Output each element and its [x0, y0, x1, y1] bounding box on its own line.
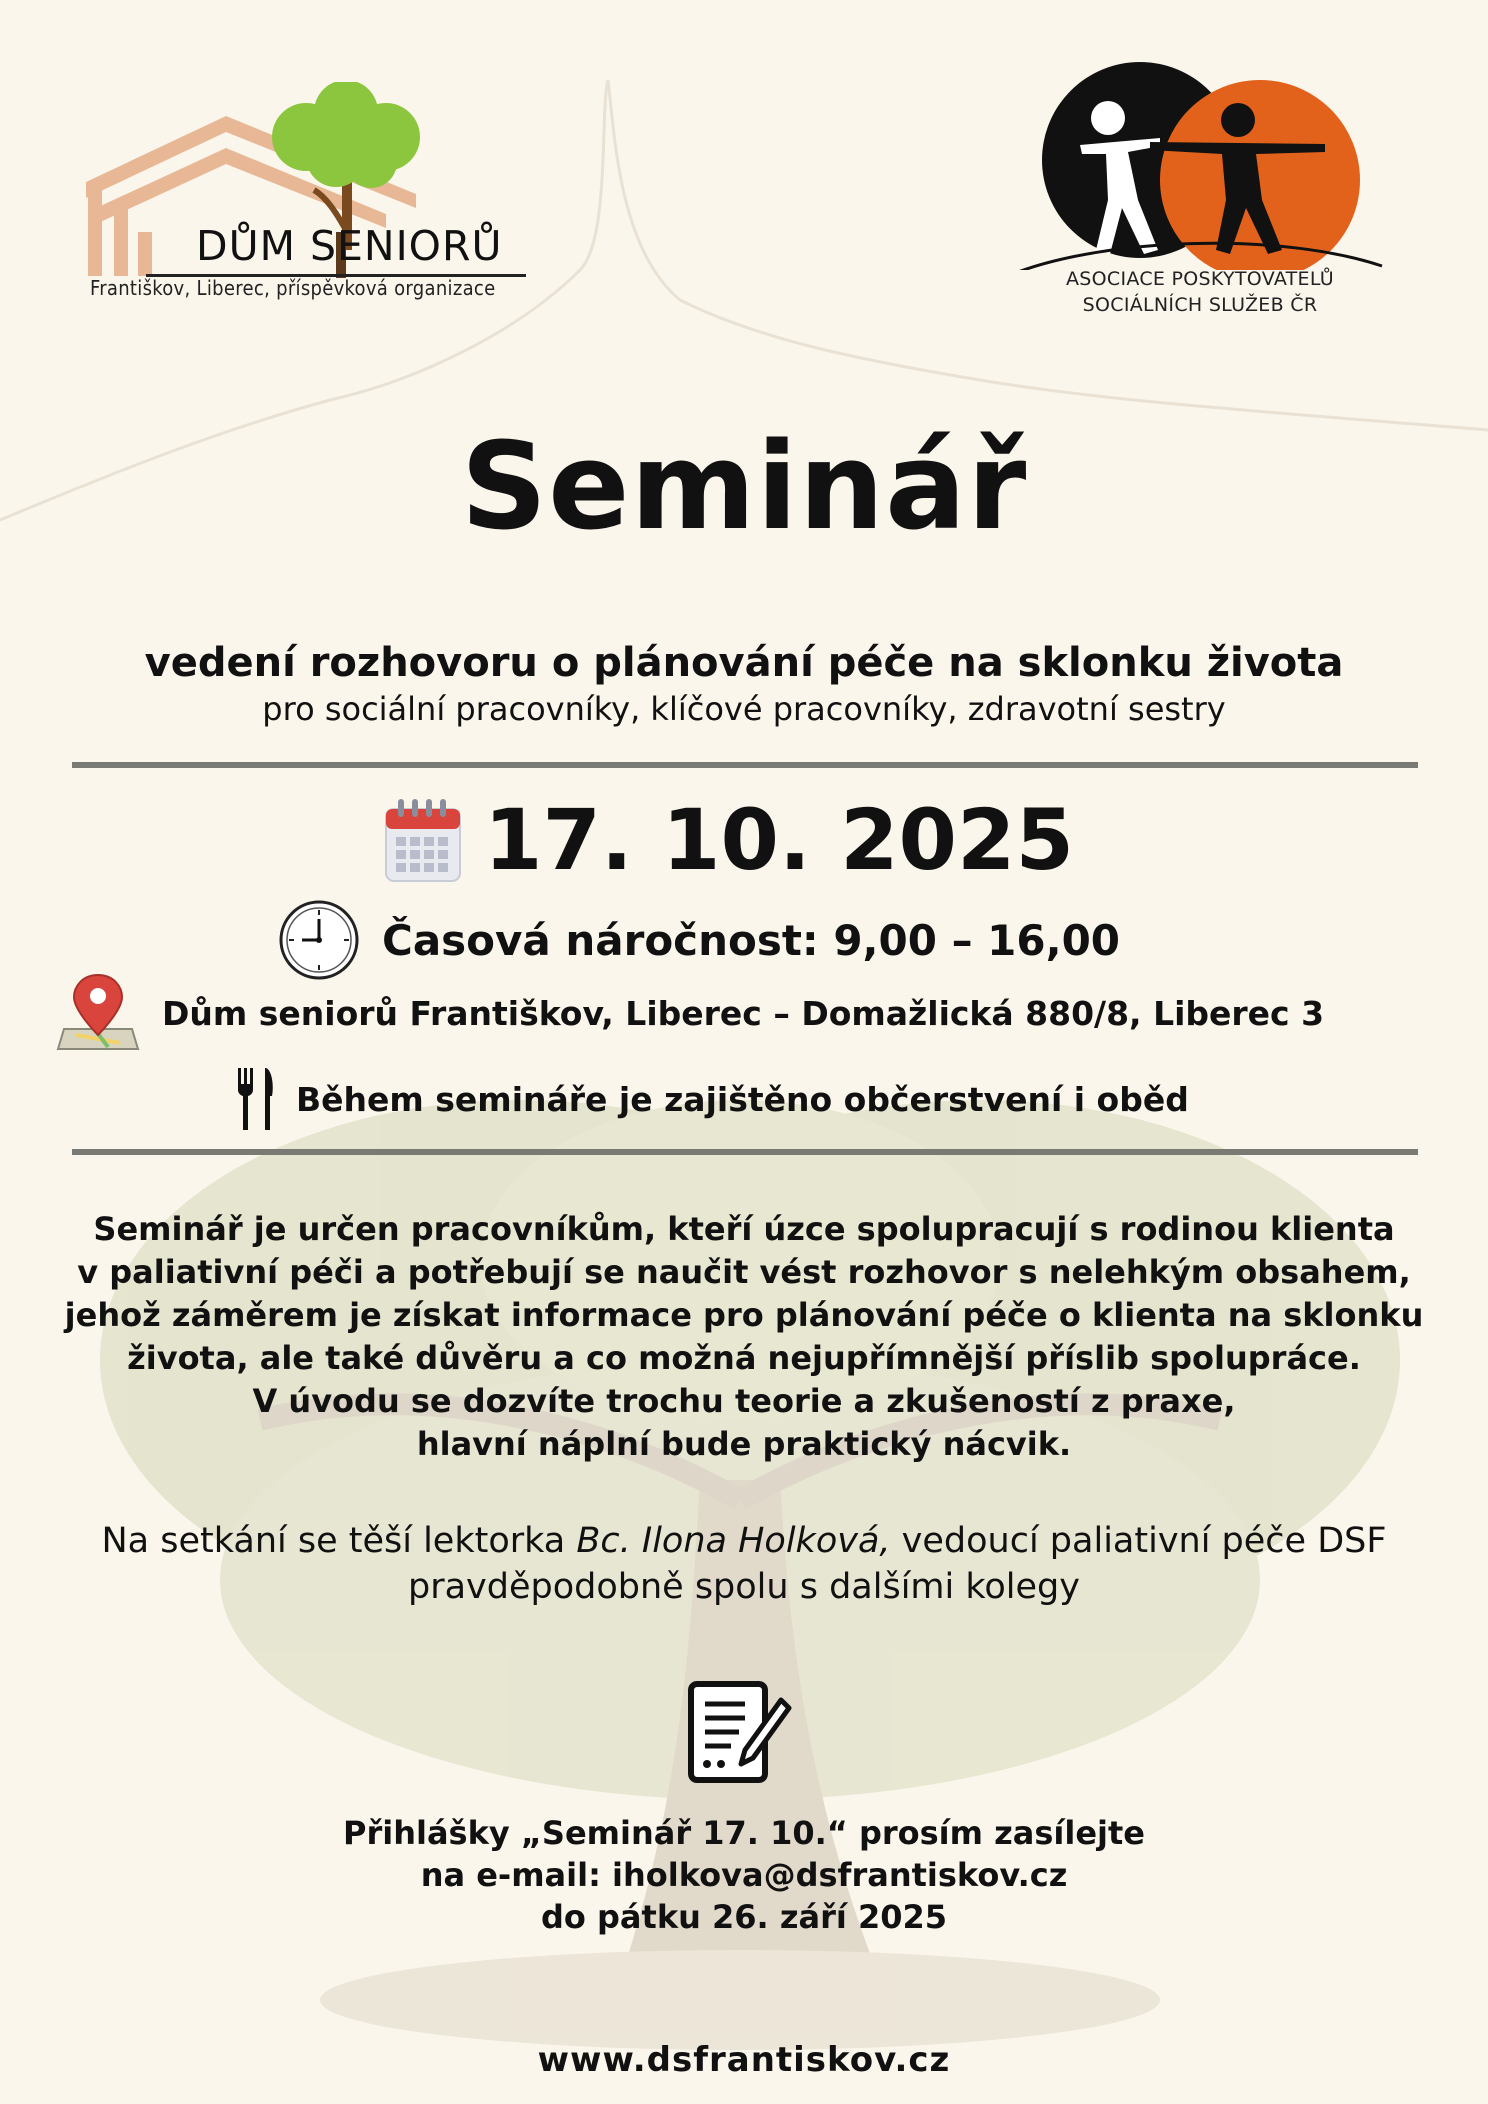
signup-email[interactable]: na e-mail: iholkova@dsfrantiskov.cz [420, 1856, 1068, 1894]
form-pen-icon [683, 1678, 793, 1788]
divider-top [72, 762, 1418, 768]
description-line: Seminář je určen pracovníkům, kteří úzce spolupracují s rodinou klienta [93, 1210, 1395, 1248]
seminar-date: 17. 10. 2025 [484, 791, 1074, 889]
time-row [278, 898, 1120, 982]
signup-deadline: do pátku 26. září 2025 [540, 1898, 948, 1936]
calendar-icon [384, 797, 462, 883]
lecturer-prefix: Na setkání se těší lektorka [101, 1521, 577, 1561]
date-row [384, 790, 1074, 890]
logo-right-line2: SOCIÁLNÍCH SLUŽEB ČR [1082, 294, 1318, 316]
lecturer-line2: pravděpodobně spolu s dalšími kolegy [407, 1567, 1080, 1607]
seminar-place: Dům seniorů Františkov, Liberec – Domažlická 880/8, Liberec 3 [162, 993, 1325, 1033]
signup-info [0, 1812, 1488, 1938]
dum-senioru-logo [86, 82, 526, 312]
seminar-time: Časová náročnost: 9,00 – 16,00 [382, 915, 1121, 965]
description-line: v paliativní péči a potřebují se naučit vést rozhovor s nelehkým obsahem, [77, 1253, 1411, 1291]
food-row [236, 1064, 1189, 1134]
description-line: života, ale také důvěru a co možná nejupřímnější příslib spolupráce. [127, 1339, 1361, 1377]
lecturer-name: Bc. Ilona Holková, [576, 1521, 891, 1561]
seminar-food: Během semináře je zajištěno občerstvení i oběd [296, 1079, 1189, 1119]
cutlery-icon [236, 1066, 276, 1132]
signup-line1: Přihlášky „Seminář 17. 10.“ prosím zasílejte [343, 1814, 1145, 1852]
people-circles-icon [1010, 50, 1390, 270]
logo-left-subtitle: Františkov, Liberec, příspěvková organizace [90, 276, 496, 300]
page-title: Seminář [460, 418, 1028, 557]
description-line: V úvodu se dozvíte trochu teorie a zkušeností z praxe, [252, 1382, 1236, 1420]
place-row [56, 972, 1324, 1054]
seminar-description [0, 1208, 1488, 1466]
lecturer-info [0, 1518, 1488, 1610]
description-line: hlavní náplní bude praktický nácvik. [416, 1425, 1072, 1463]
divider-bottom [72, 1149, 1418, 1155]
logo-left-title: DŮM SENIORŮ [196, 222, 503, 270]
description-line: jehož záměrem je získat informace pro plánování péče o klienta na sklonku [64, 1296, 1424, 1334]
website-link[interactable]: www.dsfrantiskov.cz [537, 2040, 951, 2080]
apss-logo [1010, 50, 1390, 340]
map-pin-icon [56, 973, 140, 1053]
target-audience: pro sociální pracovníky, klíčové pracovníky, zdravotní sestry [262, 690, 1226, 728]
logo-right-line1: ASOCIACE POSKYTOVATELŮ [1065, 268, 1334, 290]
lecturer-suffix: vedoucí paliativní péče DSF [890, 1521, 1387, 1561]
seminar-subtitle: vedení rozhovoru o plánování péče na sklonku života [144, 640, 1344, 686]
clock-icon [278, 899, 360, 981]
